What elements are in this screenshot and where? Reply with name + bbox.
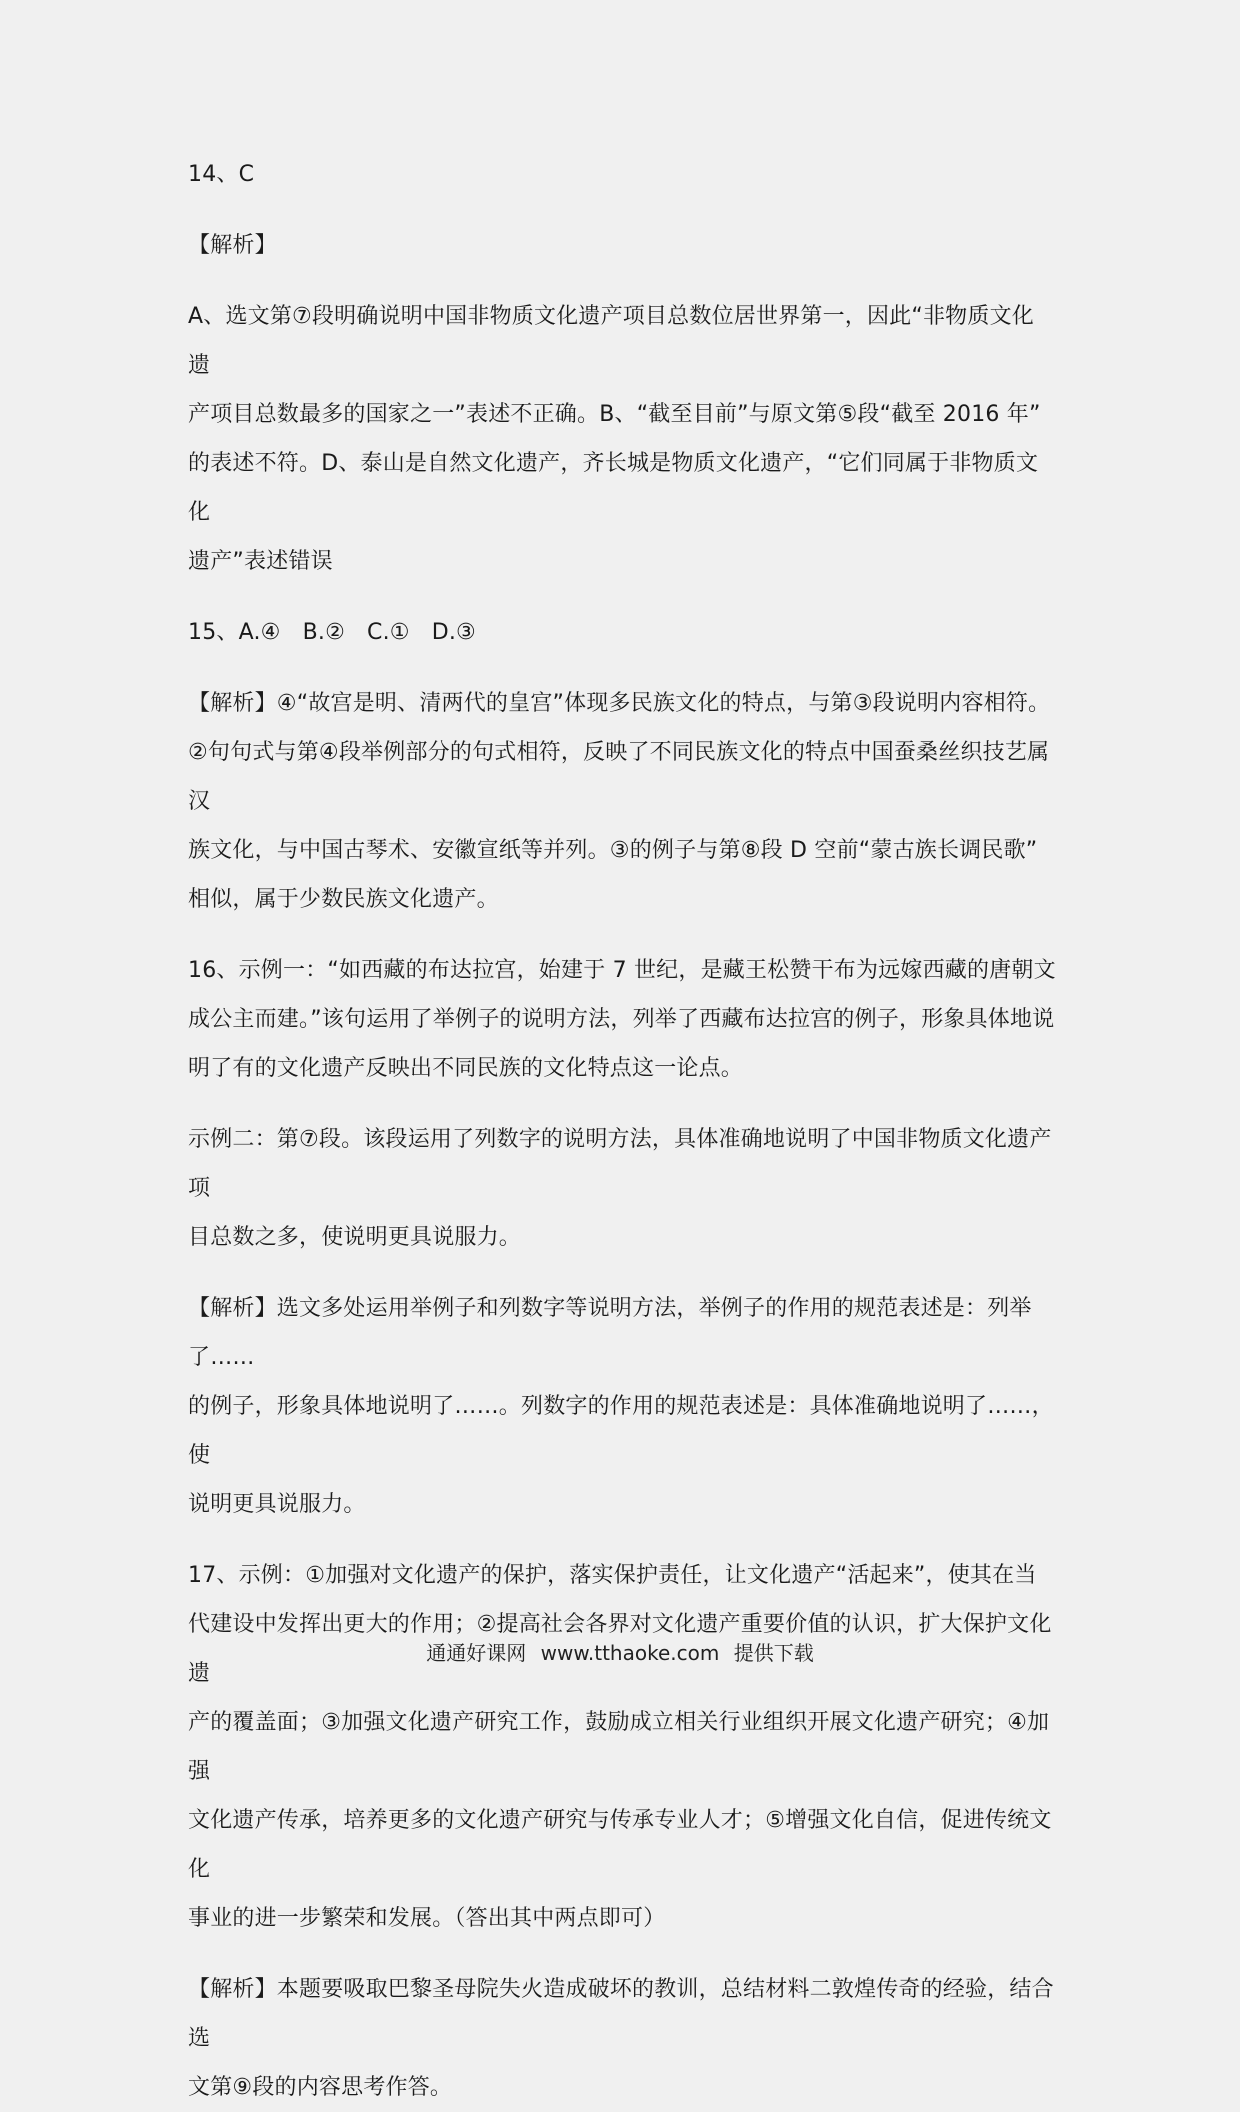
q15-answer: [188, 608, 1056, 657]
q16-example-one: [188, 946, 1056, 1093]
q16-example-two: [188, 1115, 1056, 1262]
q17-analysis: [188, 1965, 1056, 2112]
q15-analysis-line: 【解析】④“故宫是明、清两代的皇宫”体现多民族文化的特点，与第③段说明内容相符。: [188, 691, 1051, 716]
q14-analysis-line: 产项目总数最多的国家之一”表述不正确。B、“截至目前”与原文第⑤段“截至 2016 年”: [188, 402, 1041, 427]
q14-analysis-line: A、选文第⑦段明确说明中国非物质文化遗产项目总数位居世界第一，因此“非物质文化遗: [188, 304, 1034, 378]
q16-example-two-line: 示例二：第⑦段。该段运用了列数字的说明方法，具体准确地说明了中国非物质文化遗产项: [188, 1127, 1052, 1201]
q14-analysis-label: 【解析】: [188, 233, 277, 258]
q15-option: D.③: [431, 620, 476, 645]
page-footer: [0, 1637, 1240, 1666]
q16-example-one-line: 明了有的文化遗产反映出不同民族的文化特点这一论点。: [188, 1056, 744, 1081]
q16-analysis-line: 【解析】选文多处运用举例子和列数字等说明方法，举例子的作用的规范表述是：列举了……: [188, 1296, 1032, 1370]
q14-analysis: [188, 292, 1056, 586]
q15-analysis-line: ②句句式与第④段举例部分的句式相符，反映了不同民族文化的特点中国蚕桑丝织技艺属汉: [188, 740, 1050, 814]
q16-example-two-line: 目总数之多，使说明更具说服力。: [188, 1225, 522, 1250]
q15-analysis-line: 相似，属于少数民族文化遗产。: [188, 887, 499, 912]
q17-example-line: 代建设中发挥出更大的作用；②提高社会各界对文化遗产重要价值的认识，扩大保护文化遗: [188, 1612, 1052, 1686]
q17-example-line: 17、示例：①加强对文化遗产的保护，落实保护责任，让文化遗产“活起来”，使其在当: [188, 1563, 1037, 1588]
q15-analysis-line: 族文化，与中国古琴术、安徽宣纸等并列。③的例子与第⑧段 D 空前“蒙古族长调民歌”: [188, 838, 1038, 863]
q17-example-line: 文化遗产传承，培养更多的文化遗产研究与传承专业人才；⑤增强文化自信，促进传统文化: [188, 1808, 1052, 1882]
footer-url[interactable]: www.tthaoke.com: [540, 1641, 720, 1665]
q16-analysis: [188, 1284, 1056, 1529]
answer-content: [188, 150, 1056, 2112]
q15-analysis: [188, 679, 1056, 924]
footer-site-name: 通通好课网: [426, 1641, 527, 1665]
q15-number: 15、: [188, 620, 239, 645]
q17-analysis-line: 【解析】本题要吸取巴黎圣母院失火造成破坏的教训，总结材料二敦煌传奇的经验，结合选: [188, 1977, 1054, 2051]
q16-analysis-line: 说明更具说服力。: [188, 1492, 366, 1517]
q15-option: A.④: [238, 620, 281, 645]
q16-example-one-line: 16、示例一：“如西藏的布达拉宫，始建于 7 世纪，是藏王松赞干布为远嫁西藏的唐朝文: [188, 958, 1056, 983]
q15-option: B.②: [302, 620, 346, 645]
q14-analysis-line: 遗产”表述错误: [188, 549, 333, 574]
q16-example-one-line: 成公主而建。”该句运用了举例子的说明方法，列举了西藏布达拉宫的例子，形象具体地说: [188, 1007, 1055, 1032]
q16-analysis-line: 的例子，形象具体地说明了……。列数字的作用的规范表述是：具体准确地说明了……，使: [188, 1394, 1054, 1468]
q17-example: [188, 1551, 1056, 1943]
q17-analysis-line: 文第⑨段的内容思考作答。: [188, 2075, 453, 2100]
q14-analysis-line: 的表述不符。D、泰山是自然文化遗产，齐长城是物质文化遗产，“它们同属于非物质文化: [188, 451, 1039, 525]
q14-answer: 14、C: [188, 162, 255, 187]
q15-option: C.①: [367, 620, 410, 645]
q17-example-line: 事业的进一步繁荣和发展。（答出其中两点即可）: [188, 1906, 666, 1931]
q17-example-line: 产的覆盖面；③加强文化遗产研究工作，鼓励成立相关行业组织开展文化遗产研究；④加强: [188, 1710, 1050, 1784]
footer-note: 提供下载: [733, 1641, 814, 1665]
